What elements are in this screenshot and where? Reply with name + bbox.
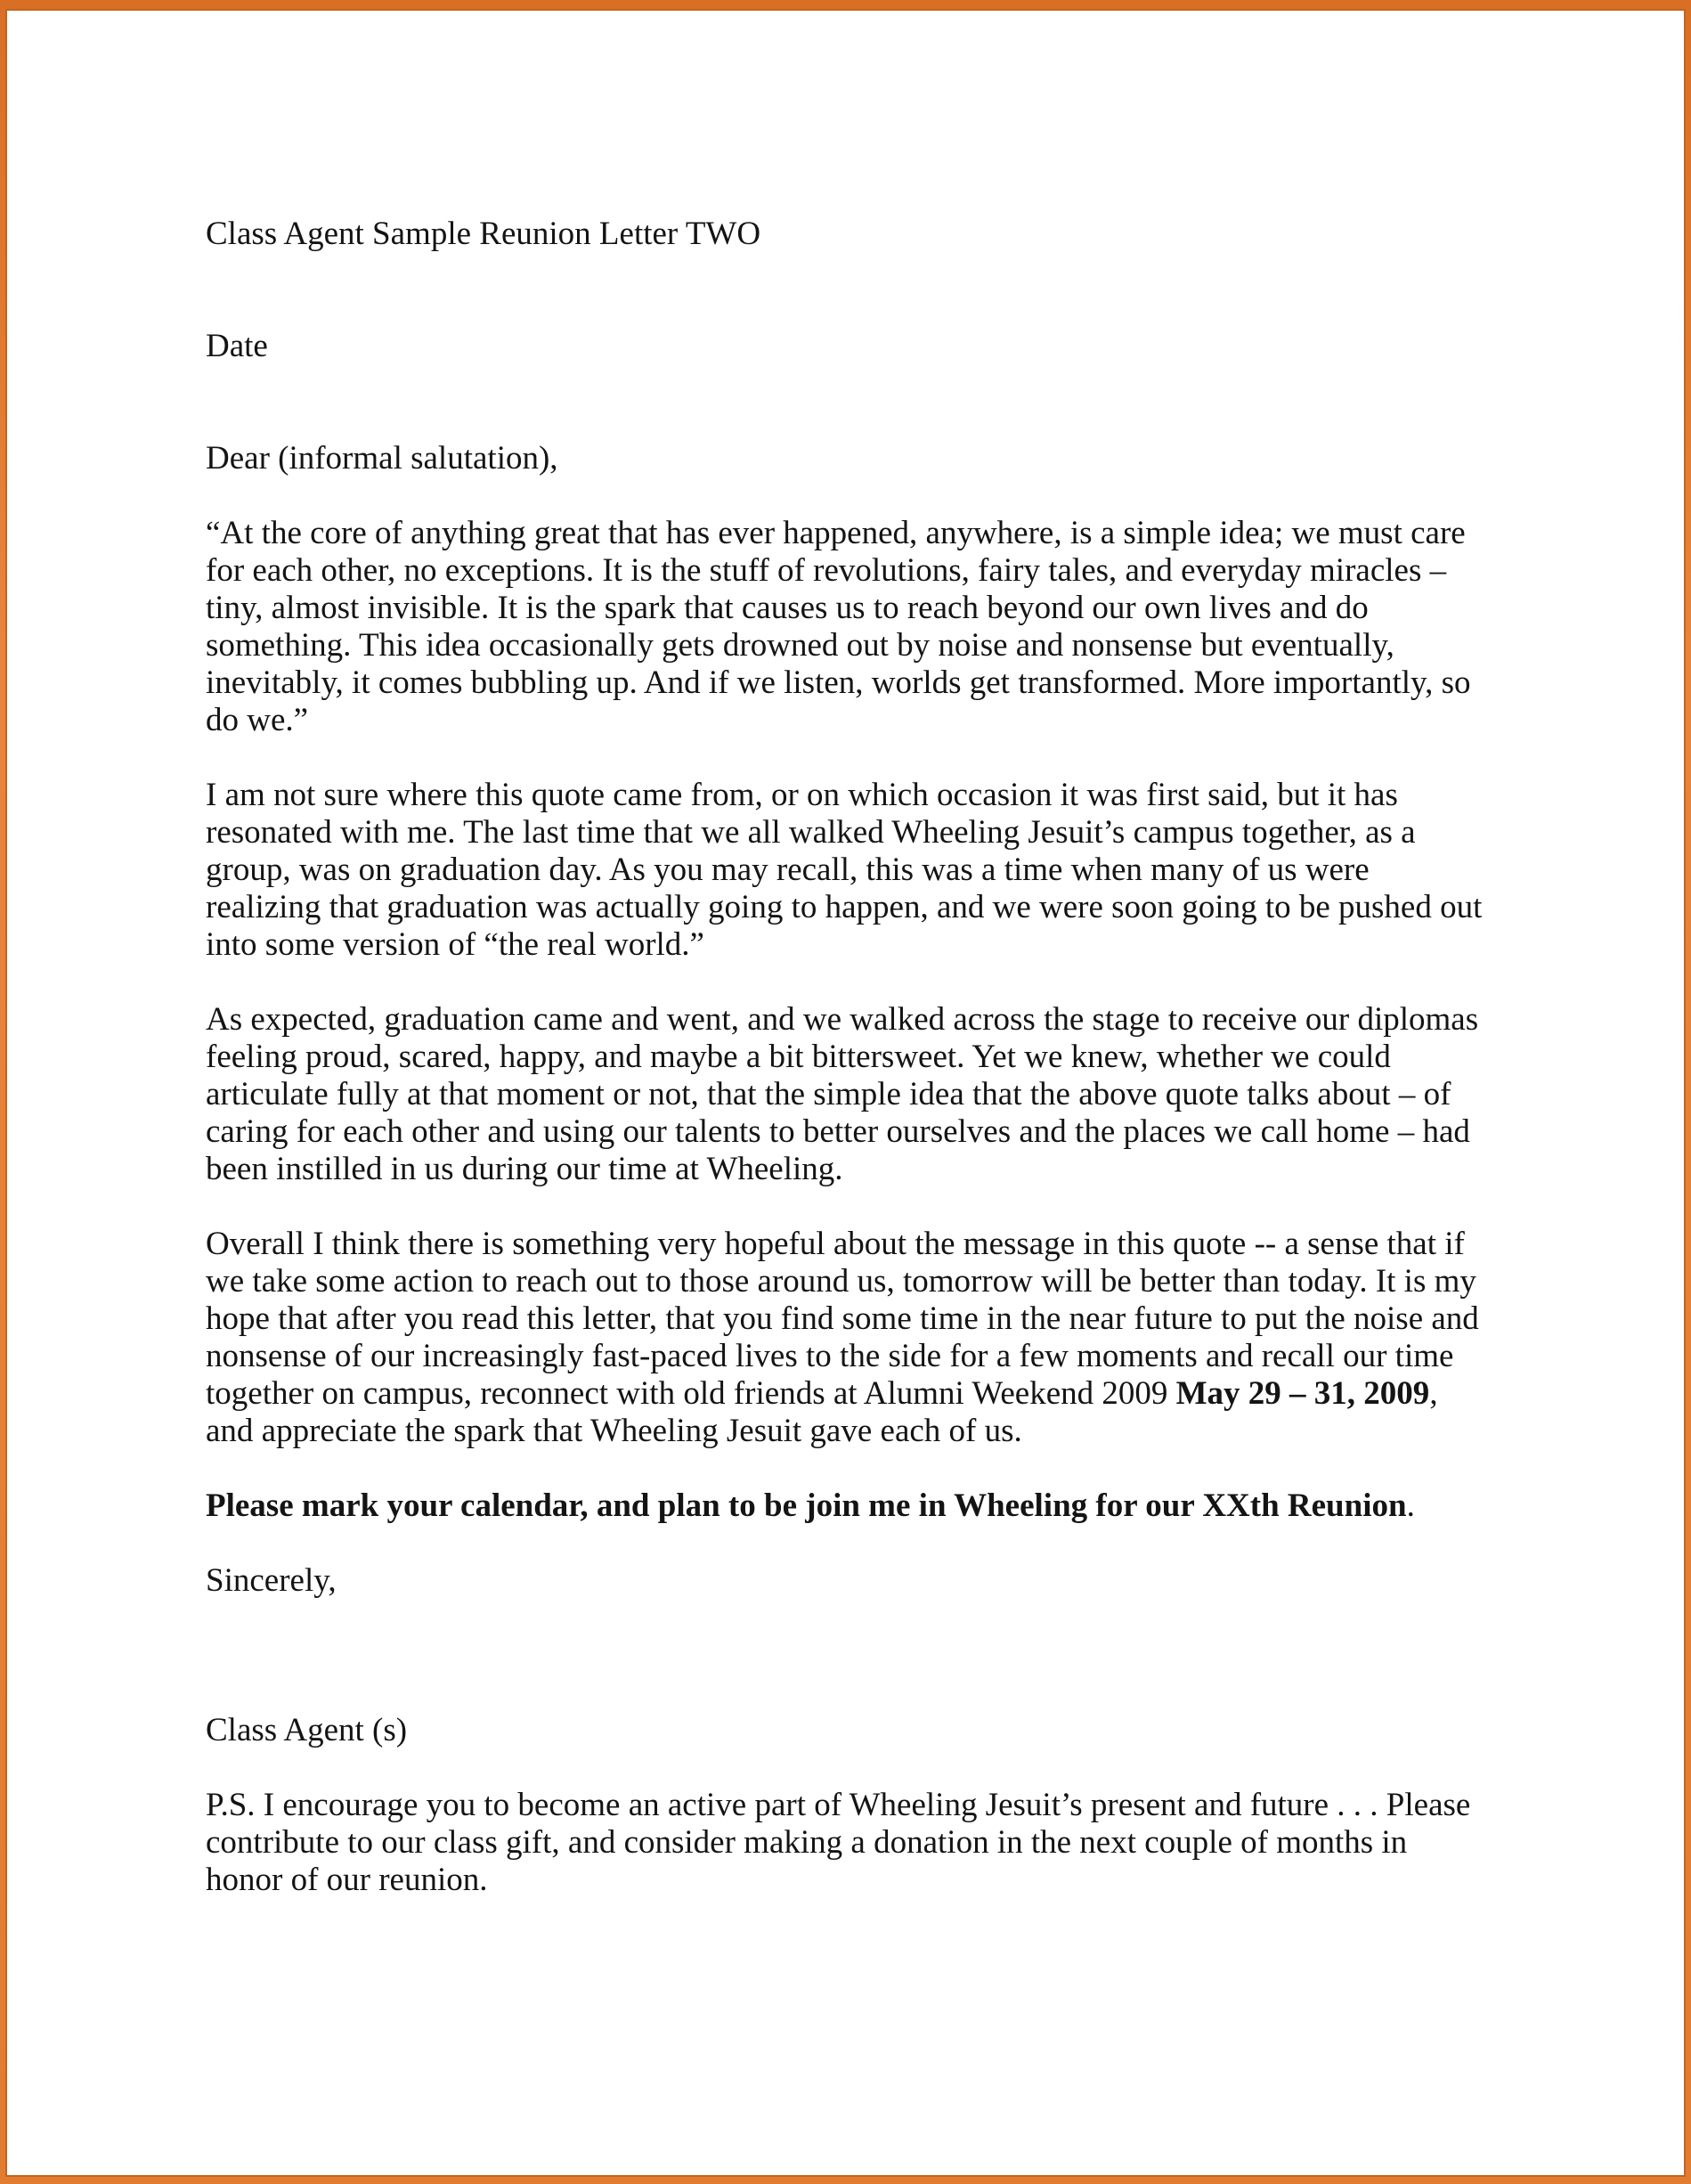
- signature-line: Class Agent (s): [206, 1712, 408, 1748]
- reflection-paragraph: I am not sure where this quote came from, or on which occasion it was first said, but it has resonated with me. The last time that we all walked Wheeling Jesuit’s campus together, as a group, was on graduation day. As you may recall, this was a time when many of us were realizing that graduation was actually going to happen, and we were soon going to be pushed out into some version of “the real world.”: [206, 777, 1483, 963]
- invite-paragraph-tail: , and appreciate the spark that Wheeling Jesuit gave each of us.: [206, 1375, 1438, 1449]
- invite-paragraph-text: Overall I think there is something very hopeful about the message in this quote -- a sense that if we take some action to reach out to those around us, tomorrow will be better than today. It is my hope that after you read this letter, that you find some time in the near future to put the noise and nonsense of our increasingly fast-paced lives to the side for a few moments and recall our time together on campus, reconnect with old friends at Alumni Weekend 2009: [206, 1226, 1479, 1412]
- closing-line: Sincerely,: [206, 1562, 337, 1599]
- salutation-line: Dear (informal salutation),: [206, 440, 558, 477]
- calendar-call-to-action: [206, 1487, 1485, 1525]
- invite-paragraph: [206, 1226, 1485, 1450]
- reunion-date-bold: May 29 – 31, 2009: [1175, 1375, 1430, 1412]
- graduation-paragraph: As expected, graduation came and went, and we walked across the stage to receive our diplomas feeling proud, scared, happy, and maybe a bit bittersweet. Yet we knew, whether we could articulate fully at that moment or not, that the simple idea that the above quote talks about – of caring for each other and using our talents to better ourselves and the places we call home – had been instilled in us during our time at Wheeling.: [206, 1001, 1479, 1187]
- quote-paragraph: “At the core of anything great that has ever happened, anywhere, is a simple idea; we must care for each other, no exceptions. It is the stuff of revolutions, fairy tales, and everyday miracles – tiny, almost invisible. It is the spark that causes us to reach beyond our own lives and do something. This idea occasionally gets drowned out by noise and nonsense but eventually, inevitably, it comes bubbling up. And if we listen, worlds get transformed. More importantly, so do we.”: [206, 515, 1471, 738]
- calendar-call-to-action-period: .: [1406, 1487, 1415, 1524]
- letter-body: [206, 216, 1485, 1899]
- letter-page: [7, 11, 1684, 2175]
- date-line: Date: [206, 328, 268, 364]
- letter-title: Class Agent Sample Reunion Letter TWO: [206, 216, 761, 252]
- postscript-paragraph: P.S. I encourage you to become an active part of Wheeling Jesuit’s present and future . . . Please contribute to our class gift, and consider making a donation in the next couple of months in honor of our reunion.: [206, 1787, 1471, 1898]
- calendar-call-to-action-bold: Please mark your calendar, and plan to be join me in Wheeling for our XXth Reunion: [206, 1487, 1407, 1524]
